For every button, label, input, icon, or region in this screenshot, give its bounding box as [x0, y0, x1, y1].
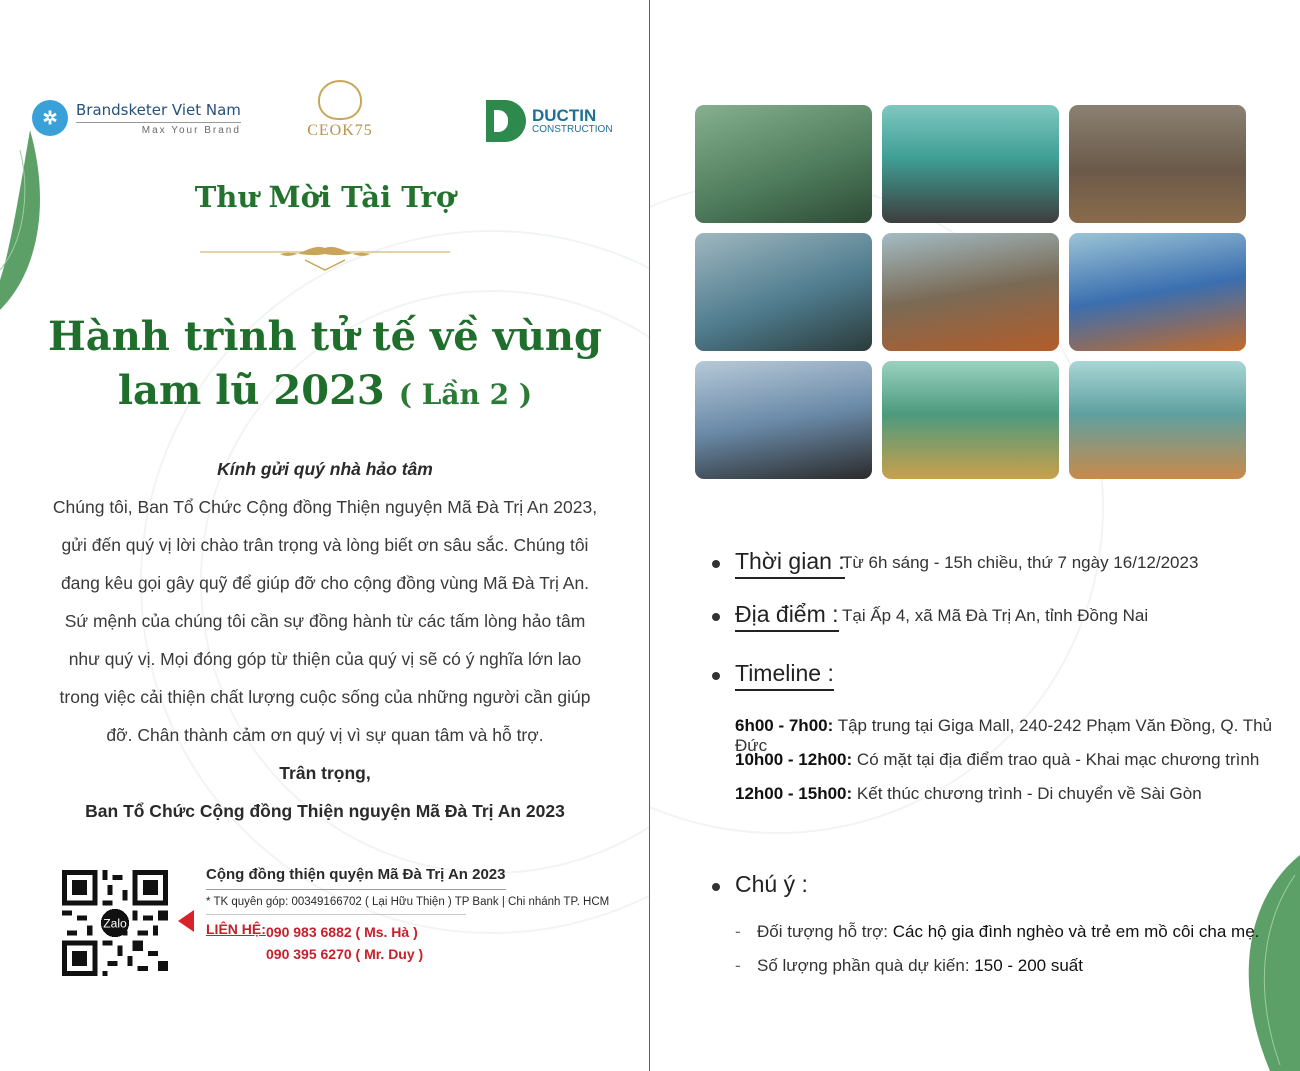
invite-title: Thư Mời Tài Trợ	[194, 180, 456, 214]
brandsketer-icon: ✲	[32, 100, 68, 136]
ceok75-logo	[300, 80, 380, 140]
gold-ornament-divider	[200, 240, 450, 276]
place-value: Tại Ấp 4, xã Mã Đà Trị An, tỉnh Đồng Nai	[842, 606, 1149, 625]
photo-gallery	[695, 105, 1246, 479]
event-photo	[882, 361, 1059, 479]
phone-ha[interactable]: 090 983 6882 ( Ms. Hà )	[266, 924, 418, 940]
timeline-item: 10h00 - 12h00: Có mặt tại địa điểm trao quà - Khai mạc chương trình	[735, 750, 1260, 769]
event-photo	[1069, 233, 1246, 351]
event-photo	[695, 105, 872, 223]
closing: Trân trọng,	[279, 763, 371, 783]
ductin-d-icon	[486, 100, 526, 142]
main-title-line2: lam lũ 2023	[117, 367, 385, 414]
event-photo	[882, 233, 1059, 351]
bullet-icon	[712, 613, 720, 621]
event-photo	[695, 361, 872, 479]
timeline-item: 12h00 - 15h00: Kết thúc chương trình - Di chuyển về Sài Gòn	[735, 784, 1202, 803]
brandsketer-logo	[32, 100, 241, 136]
qr-zalo-badge: Zalo	[103, 916, 127, 931]
right-page	[650, 0, 1300, 1071]
greeting: Kính gửi quý nhà hảo tâm	[217, 459, 433, 479]
zalo-qr-code[interactable]	[62, 870, 168, 976]
event-photo	[882, 105, 1059, 223]
time-label: Thời gian :	[735, 548, 845, 579]
event-photo	[1069, 361, 1246, 479]
brandsketer-tagline: Max Your Brand	[76, 122, 241, 136]
contact-divider	[206, 914, 466, 915]
contact-block	[206, 866, 626, 965]
main-title-line1: Hành trình tử tế về vùng	[48, 313, 602, 360]
brandsketer-name: Brandsketer Viet Nam	[76, 100, 241, 119]
phone-duy[interactable]: 090 395 6270 ( Mr. Duy )	[266, 946, 424, 962]
letter-body: Chúng tôi, Ban Tổ Chức Cộng đồng Thiện nguyện Mã Đà Trị An 2023, gửi đến quý vị lời chào trân trọng và lòng biết ơn sâu sắc. Chúng tôi đang kêu gọi gây quỹ để giúp đỡ cho cộng đồng vùng Mã Đà Trị An. Sứ mệnh của chúng tôi cần sự đồng hành từ các tấm lòng hảo tâm như quý vị. Mọi đóng góp từ thiện của quý vị sẽ có ý nghĩa lớn lao trong việc cải thiện chất lượng cuộc sống của những người cần giúp đỡ. Chân thành cảm ơn quý vị vì sự quan tâm và hỗ trợ.	[52, 497, 598, 745]
timeline-item: 6h00 - 7h00: Tập trung tại Giga Mall, 240-242 Phạm Văn Đồng, Q. Thủ Đức	[735, 716, 1273, 755]
note-label: Chú ý :	[735, 871, 808, 897]
note-item: - Đối tượng hỗ trợ: Các hộ gia đình nghèo và trẻ em mồ côi cha mẹ.	[735, 922, 1260, 941]
bullet-icon	[712, 560, 720, 568]
edition-label: ( Lần 2 )	[398, 378, 533, 411]
main-title	[40, 310, 610, 422]
contact-org: Cộng đồng thiện quyện Mã Đà Trị An 2023	[206, 866, 506, 890]
event-photo	[1069, 105, 1246, 223]
invitation-letter	[50, 450, 600, 830]
time-value: Từ 6h sáng - 15h chiều, thứ 7 ngày 16/12/2023	[842, 553, 1199, 572]
bullet-icon	[712, 883, 720, 891]
contact-label: LIÊN HỆ:	[206, 921, 266, 937]
red-arrow-icon	[178, 910, 194, 932]
ceo-text: CEOK75	[307, 122, 373, 139]
leaf-decoration-left	[0, 120, 60, 320]
leaf-decoration-right	[1210, 855, 1300, 1071]
ceo-crest-icon	[318, 80, 362, 120]
signature: Ban Tổ Chức Cộng đồng Thiện nguyện Mã Đà Trị An 2023	[85, 801, 565, 821]
timeline-label: Timeline :	[735, 660, 834, 691]
place-label: Địa điểm :	[735, 601, 839, 632]
ductin-sub: CONSTRUCTION	[532, 123, 613, 135]
ductin-logo	[486, 100, 613, 142]
event-photo	[695, 233, 872, 351]
donation-account: * TK quyên góp: 00349166702 ( Lại Hữu Thiện ) TP Bank | Chi nhánh TP. HCM	[206, 896, 610, 908]
note-item: - Số lượng phần quà dự kiến: 150 - 200 suất	[735, 956, 1083, 975]
bullet-icon	[712, 672, 720, 680]
ductin-name: DUCTIN	[532, 105, 597, 125]
